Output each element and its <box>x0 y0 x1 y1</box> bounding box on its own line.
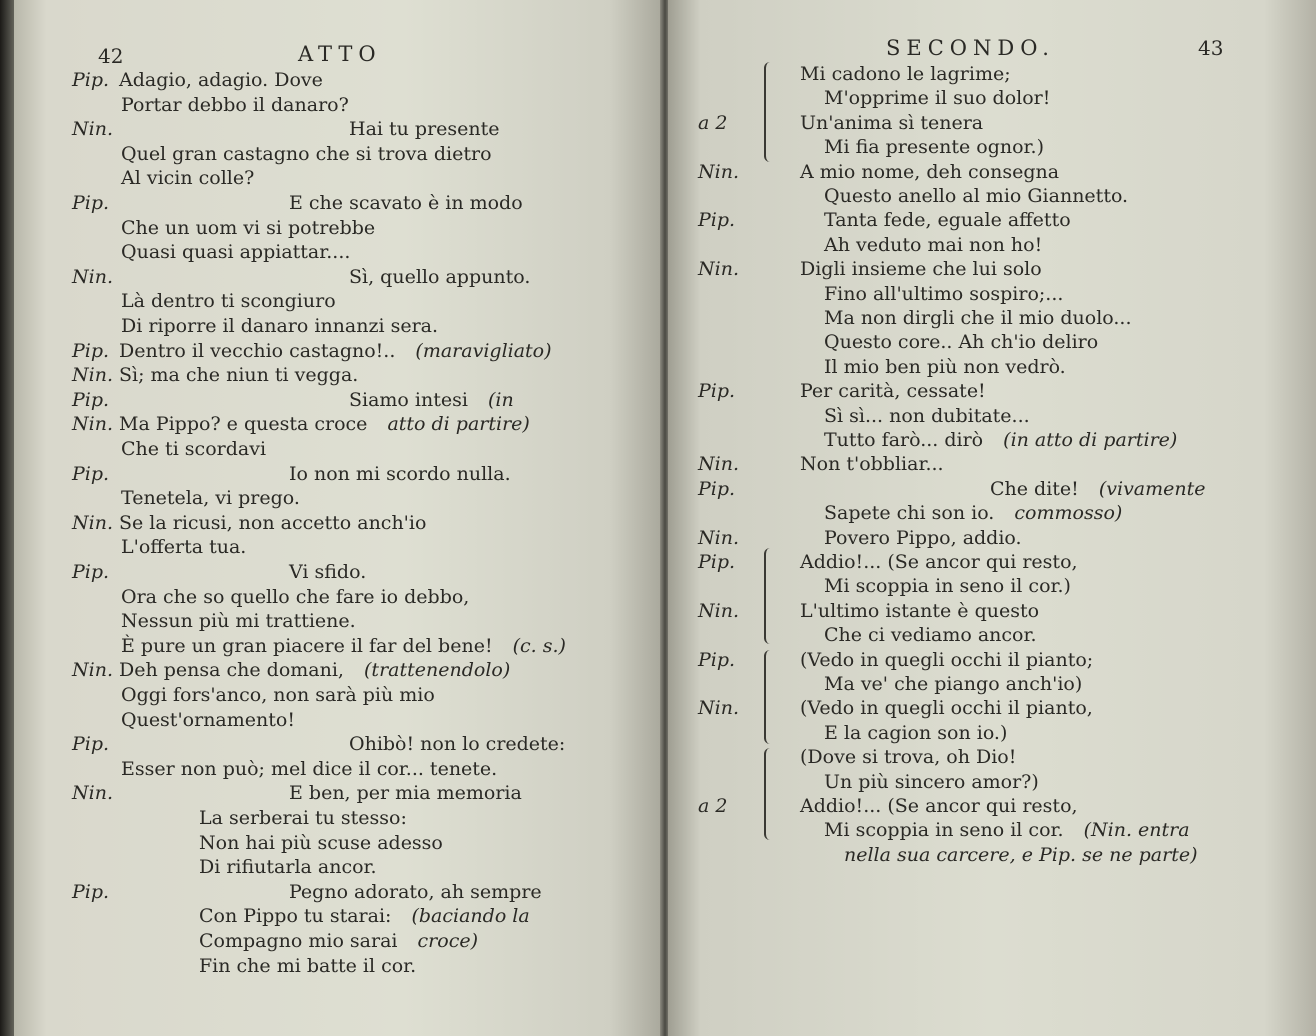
verse-line <box>824 306 1132 330</box>
verse-text: Nessun più mi trattiene. <box>121 610 356 633</box>
verse-text: Addio!... (Se ancor qui resto, <box>800 795 1078 817</box>
verse-line <box>824 770 1039 794</box>
verse-line <box>800 111 983 135</box>
verse-text: L'ultimo istante è questo <box>800 599 1040 622</box>
verse-text: Ma Pippo? e questa croce <box>119 413 368 436</box>
verse-text: Al vicin colle? <box>121 167 255 190</box>
verse-text: Sì sì... non dubitate... <box>824 404 1030 427</box>
verse-line <box>824 623 1037 647</box>
verse-line <box>121 609 356 633</box>
verse-text: Fino all'ultimo sospiro;... <box>824 282 1064 305</box>
verse-text: Tutto farò... dirò <box>824 429 984 451</box>
verse-line <box>119 412 530 436</box>
verse-line <box>824 721 1007 745</box>
verse-line <box>990 477 1206 501</box>
verse-text: Siamo intesi <box>349 388 468 411</box>
stage-direction: atto di partire) <box>381 413 530 436</box>
duet-brace <box>764 650 776 744</box>
verse-text: (Dove si trova, oh Dio! <box>800 746 1017 769</box>
verse-text: Dentro il vecchio castagno!.. <box>119 339 396 362</box>
verse-line <box>199 855 377 879</box>
verse-line <box>119 658 510 682</box>
verse-text: M'opprime il suo dolor! <box>824 87 1051 110</box>
speaker-label: Pip. <box>72 462 110 485</box>
verse-line <box>121 216 375 240</box>
stage-direction: (baciando la <box>405 905 530 928</box>
verse-line <box>824 404 1030 428</box>
verse-text: Di riporre il danaro innanzi sera. <box>121 315 439 337</box>
speaker-label: Pip. <box>72 733 110 756</box>
speaker-label: Pip. <box>698 380 736 403</box>
speaker-label: Pip. <box>698 551 736 573</box>
verse-text: Per carità, cessate! <box>800 380 986 403</box>
verse-line <box>800 745 1016 769</box>
verse-line <box>121 585 469 609</box>
verse-line <box>349 388 514 412</box>
running-header: ATTO <box>298 42 382 66</box>
speaker-label: Nin. <box>72 659 113 682</box>
verse-line <box>121 314 438 338</box>
verse-text: Il mio ben più non vedrò. <box>824 355 1066 378</box>
verse-text: Esser non può; mel dice il cor... tenete. <box>121 757 498 780</box>
verse-line <box>824 282 1063 306</box>
verse-line <box>121 289 336 313</box>
speaker-label: Pip. <box>698 209 736 232</box>
verse-text: A mio nome, deh consegna <box>800 160 1060 183</box>
verse-line <box>121 708 295 732</box>
verse-line <box>121 634 566 658</box>
verse-text: Io non mi scordo nulla. <box>289 462 511 485</box>
verse-line <box>199 954 416 978</box>
verse-line <box>800 257 1042 281</box>
verse-line <box>800 160 1059 184</box>
verse-line <box>289 781 522 805</box>
verse-text: Oggi fors'anco, non sarà più mio <box>121 684 435 706</box>
verse-text: Fin che mi batte il cor. <box>199 954 417 977</box>
verse-text: Compagno mio sarai <box>199 930 398 952</box>
verse-text: Se la ricusi, non accetto anch'io <box>119 511 427 534</box>
verse-text: E che scavato è in modo <box>289 192 523 214</box>
stage-direction: croce) <box>411 930 478 952</box>
verse-line <box>824 818 1190 842</box>
verse-text: Che un uom vi si potrebbe <box>121 216 376 239</box>
verse-text: E ben, per mia memoria <box>289 782 522 805</box>
verse-line <box>824 355 1066 379</box>
verse-text: Povero Pippo, addio. <box>824 526 1022 549</box>
speaker-label: Nin. <box>72 364 113 387</box>
speaker-label: Nin. <box>698 258 739 281</box>
speaker-label: Nin. <box>698 453 739 476</box>
stage-direction: (Nin. entra <box>1077 819 1190 842</box>
speaker-label: Pip. <box>698 477 736 500</box>
verse-line <box>824 672 1082 696</box>
speaker-label: Pip. <box>72 339 110 362</box>
verse-text: Mi scoppia in seno il cor.) <box>824 575 1071 598</box>
page-number: 42 <box>98 44 124 68</box>
verse-line <box>824 233 1042 257</box>
stage-direction: nella sua carcere, e Pip. se ne parte) <box>844 843 1198 866</box>
verse-line <box>199 904 530 928</box>
verse-text: (Vedo in quegli occhi il pianto, <box>800 697 1093 720</box>
verse-line <box>121 240 350 264</box>
verse-line <box>349 117 500 141</box>
speaker-label: Nin. <box>698 526 739 549</box>
verse-text: Adagio, adagio. Dove <box>119 69 323 91</box>
verse-line <box>824 135 1044 159</box>
verse-line <box>349 732 565 756</box>
verse-line <box>289 191 523 215</box>
verse-text: È pure un gran piacere il far del bene! <box>121 634 493 657</box>
speaker-label: Pip. <box>698 648 736 671</box>
verse-text: Un'anima sì tenera <box>800 111 984 134</box>
verse-text: Di rifiutarla ancor. <box>199 856 377 879</box>
verse-line <box>800 794 1078 818</box>
verse-line <box>121 166 254 190</box>
stage-direction: commosso) <box>1008 502 1123 525</box>
speaker-label: Nin. <box>698 599 739 622</box>
speaker-label: Pip. <box>72 192 110 214</box>
speaker-label: Nin. <box>72 782 113 805</box>
speaker-label: Pip. <box>72 388 110 411</box>
verse-text: La serberai tu stesso: <box>199 807 407 829</box>
verse-text: Quest'ornamento! <box>121 708 295 731</box>
verse-text: Un più sincero amor?) <box>824 770 1039 793</box>
verse-line <box>824 86 1050 110</box>
verse-text: Vi sfido. <box>289 561 367 583</box>
speaker-label: Nin. <box>72 413 113 436</box>
speaker-label: Nin. <box>698 160 739 183</box>
speaker-label: Pip. <box>72 880 110 903</box>
verse-line <box>800 696 1093 720</box>
stage-direction: (maravigliato) <box>409 339 552 362</box>
verse-line <box>119 68 323 92</box>
verse-line <box>800 62 1011 86</box>
verse-line <box>119 363 358 387</box>
verse-line <box>289 880 542 904</box>
verse-line <box>119 339 552 363</box>
speaker-label: Pip. <box>72 561 110 583</box>
verse-text: Questo core.. Ah ch'io deliro <box>824 331 1099 354</box>
verse-text: Che ci vediamo ancor. <box>824 624 1037 647</box>
verse-line <box>289 560 366 584</box>
verse-text: Quasi quasi appiattar.... <box>121 241 351 264</box>
verse-line <box>824 574 1071 598</box>
stage-direction: (in <box>481 388 514 411</box>
verse-text: Non hai più scuse adesso <box>199 831 443 854</box>
speaker-label: a 2 <box>698 795 728 817</box>
verse-line <box>121 93 349 117</box>
verse-line <box>121 683 435 707</box>
verse-text: Addio!... (Se ancor qui resto, <box>800 551 1078 573</box>
verse-line <box>119 511 426 535</box>
verse-text: Ma ve' che piango anch'io) <box>824 673 1083 695</box>
stage-direction: (vivamente <box>1092 477 1206 500</box>
verse-text: Mi cadono le lagrime; <box>800 63 1011 85</box>
running-header: SECONDO. <box>886 36 1055 60</box>
verse-text: Ohibò! non lo credete: <box>349 733 566 756</box>
verse-text: Deh pensa che domani, <box>119 659 344 682</box>
page-number: 43 <box>1198 36 1224 60</box>
verse-line <box>844 843 1198 867</box>
stage-direction: (in atto di partire) <box>997 429 1178 451</box>
verse-text: (Vedo in quegli occhi il pianto; <box>800 648 1094 671</box>
verse-text: Che dite! <box>990 477 1079 500</box>
verse-line <box>824 330 1098 354</box>
verse-text: Sapete chi son io. <box>824 502 995 525</box>
verse-line <box>800 452 944 476</box>
verse-text: Non t'obbliar... <box>800 453 944 476</box>
verse-line <box>199 831 443 855</box>
verse-text: Ora che so quello che fare io debbo, <box>121 585 470 608</box>
speaker-label: Nin. <box>72 118 113 141</box>
verse-text: Digli insieme che lui solo <box>800 258 1042 281</box>
stage-direction: (trattenendolo) <box>357 659 511 682</box>
duet-brace <box>764 548 776 644</box>
verse-text: Portar debbo il danaro? <box>121 93 349 116</box>
verse-line <box>121 437 266 461</box>
speaker-label: a 2 <box>698 111 728 134</box>
verse-line <box>800 648 1093 672</box>
speaker-label: Nin. <box>72 265 113 288</box>
verse-text: Questo anello al mio Giannetto. <box>824 185 1129 207</box>
verse-text: Hai tu presente <box>349 118 500 141</box>
verse-line <box>349 265 530 289</box>
verse-text: Là dentro ti scongiuro <box>121 290 336 313</box>
verse-text: Mi scoppia in seno il cor. <box>824 819 1064 842</box>
verse-text: Tenetela, vi prego. <box>121 487 300 510</box>
verse-line <box>289 462 511 486</box>
verse-text: L'offerta tua. <box>121 536 247 559</box>
duet-brace <box>764 62 776 162</box>
duet-brace <box>764 748 776 840</box>
verse-line <box>121 535 246 559</box>
speaker-label: Nin. <box>698 697 739 720</box>
verse-line <box>800 550 1078 574</box>
verse-text: E la cagion son io.) <box>824 721 1008 744</box>
stage-direction: (c. s.) <box>506 634 566 657</box>
verse-line <box>199 929 478 953</box>
verse-line <box>800 379 986 403</box>
verse-text: Che ti scordavi <box>121 438 267 460</box>
verse-line <box>121 142 492 166</box>
verse-text: Quel gran castagno che si trova dietro <box>121 142 492 165</box>
verse-line <box>824 428 1177 452</box>
verse-line <box>824 526 1022 550</box>
speaker-label: Pip. <box>72 69 110 91</box>
verse-text: Ma non dirgli che il mio duolo... <box>824 307 1132 329</box>
verse-line <box>199 806 407 830</box>
verse-line <box>824 184 1128 208</box>
verse-text: Sì; ma che niun ti vegga. <box>119 364 359 387</box>
verse-line <box>824 501 1122 525</box>
verse-text: Ah veduto mai non ho! <box>824 233 1043 256</box>
verse-text: Mi fia presente ognor.) <box>824 136 1044 159</box>
verse-text: Sì, quello appunto. <box>349 265 531 288</box>
verse-line <box>121 486 300 510</box>
verse-text: Tanta fede, eguale affetto <box>824 209 1071 232</box>
verse-text: Pegno adorato, ah sempre <box>289 880 542 903</box>
right-page <box>668 0 1316 1036</box>
left-page <box>14 0 662 1036</box>
verse-line <box>800 599 1039 623</box>
verse-line <box>824 208 1071 232</box>
verse-text: Con Pippo tu starai: <box>199 905 392 928</box>
verse-line <box>121 757 497 781</box>
speaker-label: Nin. <box>72 511 113 534</box>
